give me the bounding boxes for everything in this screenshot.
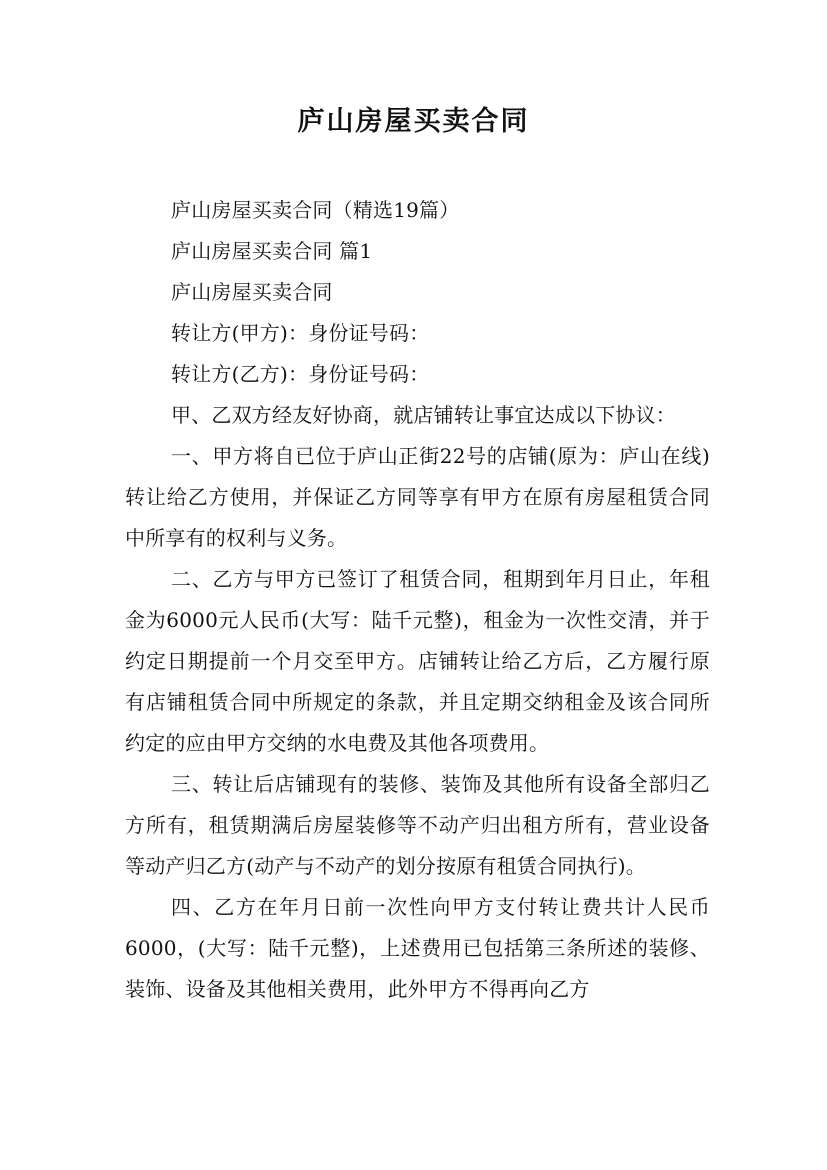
clause-2: 二、乙方与甲方已签订了租赁合同，租期到年月日止，年租金为6000元人民币(大写：陆千元整)，租金为一次性交清，并于约定日期提前一个月交至甲方。店铺转让给乙方后，乙方履行原有店铺租赁合同中所规定的条款，并且定期交纳租金及该合同所约定的应由甲方交纳的水电费及其他各项费用。 — [125, 567, 710, 755]
section-heading: 庐山房屋买卖合同 篇1 — [171, 239, 373, 263]
clause-1: 一、甲方将自已位于庐山正街22号的店铺(原为：庐山在线)转让给乙方使用，并保证乙方同等享有甲方在原有房屋租赁合同中所享有的权利与义务。 — [125, 444, 710, 550]
party-b-line: 转让方(乙方)：身份证号码： — [171, 362, 430, 386]
party-a-line: 转让方(甲方)：身份证号码： — [171, 321, 430, 345]
subtitle-paragraph: 庐山房屋买卖合同（精选19篇） — [171, 198, 460, 222]
clause-3: 三、转让后店铺现有的装修、装饰及其他所有设备全部归乙方所有，租赁期满后房屋装修等不动产归出租方所有，营业设备等动产归乙方(动产与不动产的划分按原有租赁合同执行)。 — [125, 772, 710, 878]
document-title: 庐山房屋买卖合同 — [297, 106, 530, 137]
agreement-intro: 甲、乙双方经友好协商，就店铺转让事宜达成以下协议： — [171, 403, 676, 427]
document-body — [125, 190, 710, 1010]
clause-4: 四、乙方在年月日前一次性向甲方支付转让费共计人民币6000，(大写：陆千元整)，上述费用已包括第三条所述的装修、装饰、设备及其他相关费用，此外甲方不得再向乙方 — [125, 895, 710, 1001]
contract-name-line: 庐山房屋买卖合同 — [171, 280, 333, 304]
